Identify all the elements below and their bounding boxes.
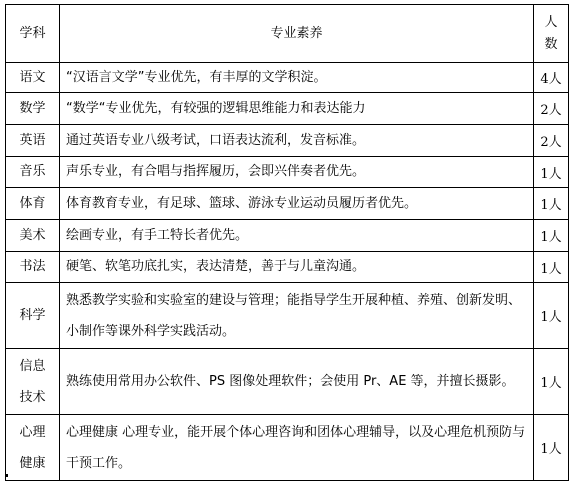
paragraph-mark bbox=[5, 474, 8, 477]
row-count: 1人 bbox=[534, 188, 569, 220]
row-subject: 英语 bbox=[6, 125, 60, 157]
table-row bbox=[6, 188, 569, 220]
row-subject-line2: 健康 bbox=[19, 455, 46, 471]
row-subject: 数学 bbox=[6, 93, 60, 125]
row-subject: 书法 bbox=[6, 252, 60, 283]
header-count-line2: 数 bbox=[544, 36, 558, 52]
row-count: 2人 bbox=[534, 125, 569, 157]
row-requirement: 熟悉教学实验和实验室的建设与管理；能指导学生开展种植、养殖、创新发明、小制作等课外科学实践活动。 bbox=[60, 283, 534, 349]
table-row bbox=[6, 415, 569, 481]
row-requirement: “汉语言文学”专业优先，有丰厚的文学积淀。 bbox=[60, 63, 534, 93]
header-count-line1: 人 bbox=[544, 14, 558, 30]
row-requirement: 声乐专业，有合唱与指挥履历，会即兴伴奏者优先。 bbox=[60, 157, 534, 188]
row-subject: 科学 bbox=[6, 283, 60, 349]
row-count: 2人 bbox=[534, 93, 569, 125]
row-subject: 语文 bbox=[6, 63, 60, 93]
header-count bbox=[534, 5, 569, 63]
row-count: 1人 bbox=[534, 157, 569, 188]
row-count: 1人 bbox=[534, 283, 569, 349]
row-subject-line1: 心理 bbox=[19, 424, 46, 440]
row-requirement: 熟练使用常用办公软件、PS 图像处理软件；会使用 Pr、AE 等，并擅长摄影。 bbox=[60, 349, 534, 415]
table-row bbox=[6, 220, 569, 252]
table-row bbox=[6, 125, 569, 157]
row-count: 4人 bbox=[534, 63, 569, 93]
row-subject: 音乐 bbox=[6, 157, 60, 188]
row-subject: 体育 bbox=[6, 188, 60, 220]
row-subject-line1: 信息 bbox=[19, 358, 46, 374]
header-subject: 学科 bbox=[6, 5, 60, 63]
row-subject bbox=[6, 349, 60, 415]
row-subject: 美术 bbox=[6, 220, 60, 252]
row-requirement: 心理健康 心理专业，能开展个体心理咨询和团体心理辅导，以及心理危机预防与干预工作。 bbox=[60, 415, 534, 481]
row-count: 1人 bbox=[534, 349, 569, 415]
table-row bbox=[6, 349, 569, 415]
row-count: 1人 bbox=[534, 220, 569, 252]
table-header-row bbox=[6, 5, 569, 63]
row-count: 1人 bbox=[534, 252, 569, 283]
table-row bbox=[6, 157, 569, 188]
recruitment-requirements-table bbox=[5, 4, 569, 481]
row-requirement: 通过英语专业八级考试，口语表达流利，发音标准。 bbox=[60, 125, 534, 157]
row-requirement: 绘画专业，有手工特长者优先。 bbox=[60, 220, 534, 252]
header-requirement: 专业素养 bbox=[60, 5, 534, 63]
row-requirement: 硬笔、软笔功底扎实，表达清楚，善于与儿童沟通。 bbox=[60, 252, 534, 283]
row-requirement: “数学“专业优先，有较强的逻辑思维能力和表达能力 bbox=[60, 93, 534, 125]
table-row bbox=[6, 283, 569, 349]
row-count: 1人 bbox=[534, 415, 569, 481]
row-subject bbox=[6, 415, 60, 481]
table-row bbox=[6, 63, 569, 93]
row-requirement: 体育教育专业，有足球、篮球、游泳专业运动员履历者优先。 bbox=[60, 188, 534, 220]
table-row bbox=[6, 93, 569, 125]
row-subject-line2: 技术 bbox=[19, 389, 46, 405]
table-row bbox=[6, 252, 569, 283]
